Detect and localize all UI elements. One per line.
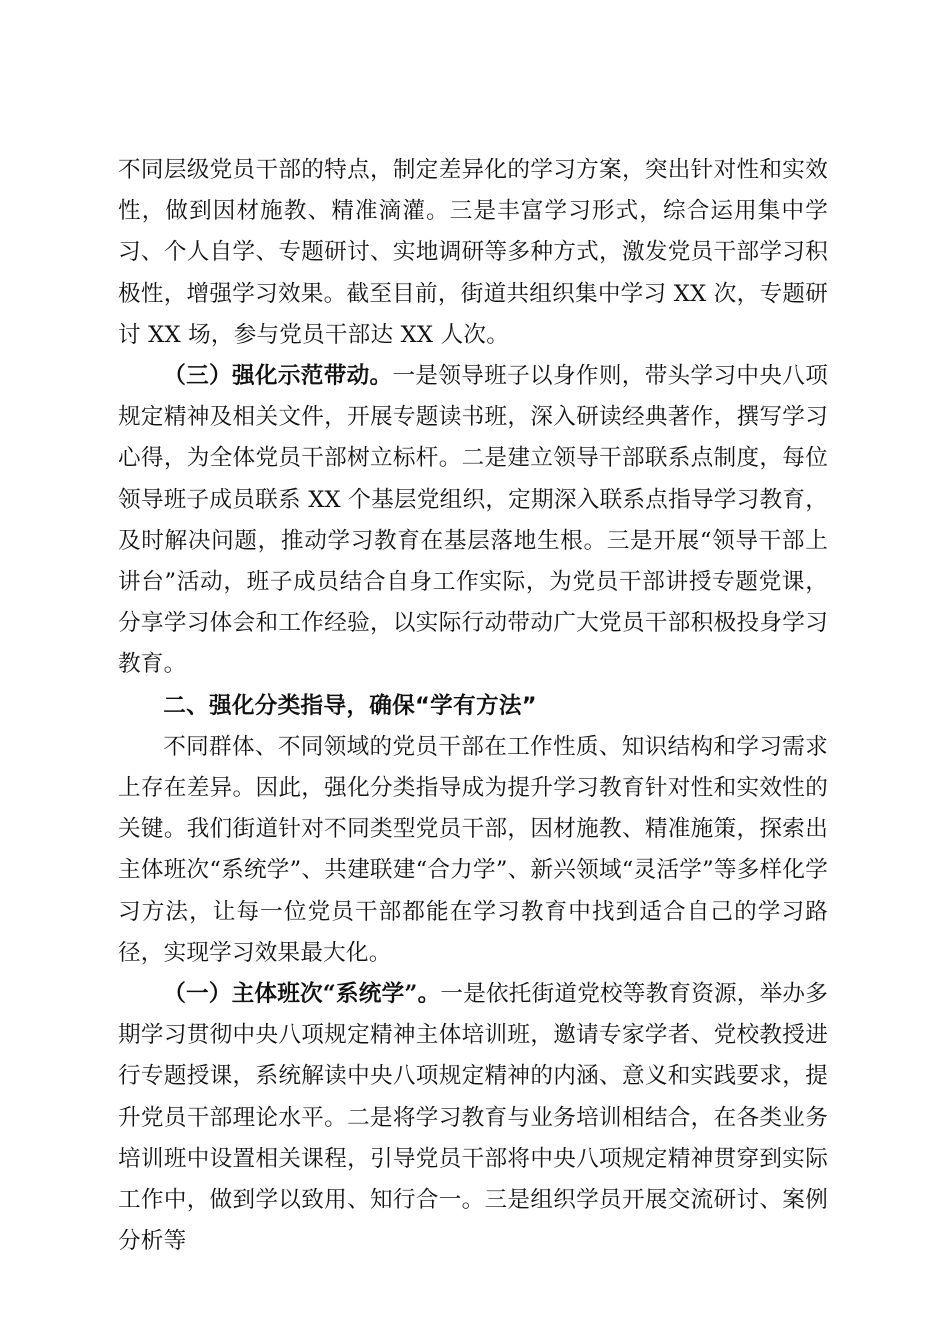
paragraph-study-methods: 不同层级党员干部的特点，制定差异化的学习方案，突出针对性和实效性，做到因材施教、精准滴灌。三是丰富学习形式，综合运用集中学习、个人自学、专题研讨、实地调研等多种方式，激发党员干部学习积极性，增强学习效果。截至目前，街道共组织集中学习 XX 次，专题研讨 XX 场，参与党员干部达 XX 人次。 xyxy=(118,157,828,348)
paragraph-classified-guidance: 不同群体、不同领域的党员干部在工作性质、知识结构和学习需求上存在差异。因此，强化分类指导成为提升学习教育针对性和实效性的关键。我们街道针对不同类型党员干部，因材施教、精准施策，探索出主体班次“系统学”、共建联建“合力学”、新兴领域“灵活学”等多样化学习方法，让每一位党员干部都能在学习教育中找到适合自己的学习路径，实现学习效果最大化。 xyxy=(118,733,828,966)
paragraph-main-class xyxy=(118,974,828,1262)
paragraph-demonstration-body: 一是领导班子以身作则，带头学习中央八项规定精神及相关文件，开展专题读书班，深入研读经典著作，撰写学习心得，为全体党员干部树立标杆。二是建立领导干部联系点制度，每位领导班子成员联系 XX 个基层党组织，定期深入联系点指导学习教育，及时解决问题，推动学习教育在基层落地生根。三是开展“领导干部上讲台”活动，班子成员结合自身工作实际，为党员干部讲授专题党课，分享学习体会和工作经验，以实际行动带动广大党员干部积极投身学习教育。 xyxy=(118,363,829,678)
document-page xyxy=(118,150,828,1262)
section-lead-one: （一）主体班次“系统学”。 xyxy=(163,981,441,1008)
paragraph-demonstration xyxy=(118,356,828,686)
section-lead-three: （三）强化示范带动。 xyxy=(163,363,393,390)
section-heading-two: 二、强化分类指导，确保“学有方法” xyxy=(163,692,537,719)
paragraph-main-class-body: 一是依托街道党校等教育资源，举办多期学习贯彻中央八项规定精神主体培训班，邀请专家学者、党校教授进行专题授课，系统解读中央八项规定精神的内涵、意义和实践要求，提升党员干部理论水平。二是将学习教育与业务培训相结合，在各类业务培训班中设置相关课程，引导党员干部将中央八项规定精神贯穿到实际工作中，做到学以致用、知行合一。三是组织学员开展交流研讨、案例分析等 xyxy=(118,981,829,1255)
